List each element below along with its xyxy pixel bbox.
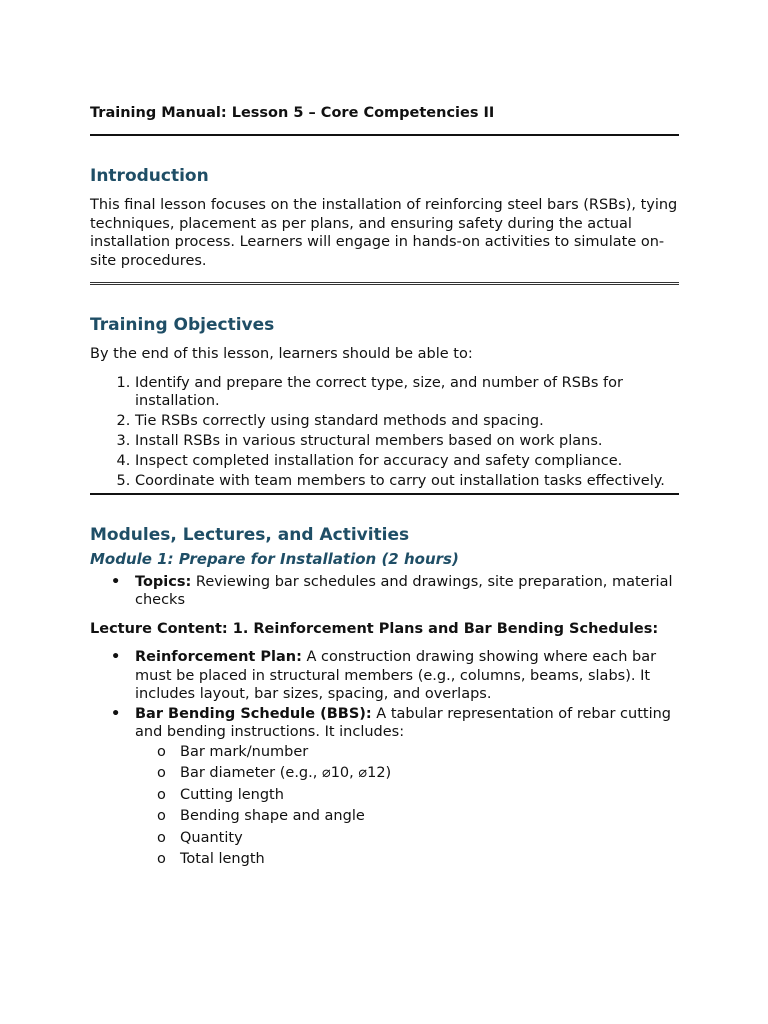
objective-item: 3. Install RSBs in various structural members based on work plans. [135,432,679,451]
bbs-subitem-text: Bar diameter (e.g., ⌀10, ⌀12) [180,765,392,781]
bbs-subitem-text: Bending shape and angle [180,808,365,824]
bbs-label: Bar Bending Schedule (BBS): [135,705,372,722]
document-header-title: Training Manual: Lesson 5 – Core Competencies II [90,105,495,121]
introduction-text: This final lesson focuses on the installation of reinforcing steel bars (RSBs), tying techniques, placement as per plans, and ensuring safety during the actual installation process. Learners will engage in hands-on activities to simulate on-site procedures. [90,197,678,269]
header-divider [90,134,679,136]
topics-list [90,573,679,610]
sub-bullet-marker: o [157,851,166,867]
bbs-subitem [157,742,679,764]
objective-item: 4. Inspect completed installation for accuracy and safety compliance. [135,452,679,471]
bbs-subitem-text: Total length [180,851,265,867]
topics-text: Reviewing bar schedules and drawings, site preparation, material checks [135,573,673,608]
sub-bullet-marker: o [157,743,166,760]
introduction-divider [90,282,679,285]
objectives-heading: Training Objectives [90,315,275,335]
sub-bullet-marker: o [157,808,166,824]
reinforcement-plan-label: Reinforcement Plan: [135,649,302,665]
sub-bullet-marker: o [157,765,166,781]
bbs-subitem [157,828,679,850]
objectives-lead: By the end of this lesson, learners should be able to: [90,346,473,362]
bbs-subitem [157,806,679,828]
topics-label: Topics: [135,573,192,590]
lecture-bullets [90,648,679,871]
objectives-divider [90,493,679,495]
document-page [90,104,679,872]
bbs-subitem-text: Bar mark/number [180,743,309,760]
objective-item: 5. Coordinate with team members to carry out installation tasks effectively. [135,472,679,491]
objective-item: 2. Tie RSBs correctly using standard methods and spacing. [135,412,679,431]
sub-bullet-marker: o [157,786,166,803]
bbs-subitem-text: Cutting length [180,786,284,803]
bbs-subitem [157,763,679,785]
modules-heading: Modules, Lectures, and Activities [90,524,410,545]
bbs-sublist [135,742,679,871]
reinforcement-plan-item [135,648,679,704]
module-1-title: Module 1: Prepare for Installation (2 hours) [90,549,459,568]
reinforcement-plan-text: A construction drawing showing where each bar must be placed in structural members (e.g., columns, beams, slabs). It includes layout, bar sizes, spacing, and overlaps. [135,649,657,702]
introduction-heading: Introduction [90,166,209,186]
bbs-subitem [157,785,679,807]
topics-item [135,573,679,610]
lecture-content-heading: Lecture Content: 1. Reinforcement Plans and Bar Bending Schedules: [90,620,659,637]
bbs-subitem [157,849,679,871]
sub-bullet-marker: o [157,829,166,846]
bbs-subitem-text: Quantity [180,829,243,846]
objective-item: 1. Identify and prepare the correct type, size, and number of RSBs for installation. [135,374,679,411]
bbs-item [135,705,679,871]
objectives-list [90,374,679,491]
bbs-text: A tabular representation of rebar cutting and bending instructions. It includes: [135,705,672,740]
